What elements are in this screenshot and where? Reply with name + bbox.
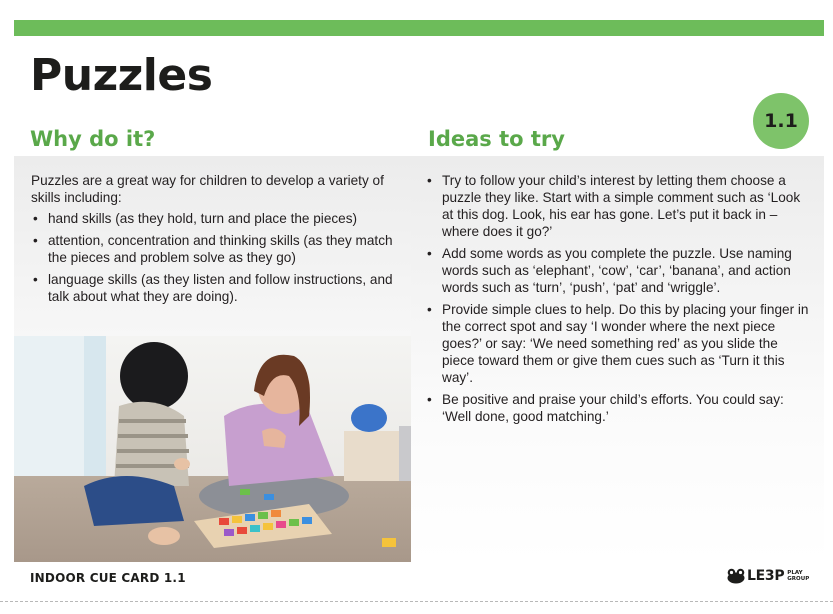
- loose-puzzle-piece: [382, 538, 396, 547]
- storage-box: [344, 431, 399, 481]
- photo-illustration: [14, 336, 411, 562]
- list-item: • Add some words as you complete the puzzle. Use naming words such as ‘elephant’, ‘cow’, ‘car’, ‘banana’, and action words such as ‘turn’, ‘push’, ‘pat’ and ‘wriggle’.: [425, 245, 812, 296]
- logo-subtext: [787, 570, 809, 582]
- footer-card-label: INDOOR CUE CARD 1.1: [30, 571, 186, 585]
- list-item: • hand skills (as they hold, turn and place the pieces): [31, 210, 397, 227]
- why-panel: [14, 156, 411, 336]
- ideas-bullet-list: [425, 172, 812, 425]
- logo-sub-play: PLAY: [787, 570, 803, 576]
- list-item: • language skills (as they listen and follow instructions, and talk about what they are doing).: [31, 271, 397, 305]
- list-item: • Provide simple clues to help. Do this by placing your finger in the correct spot and say ‘I wonder where the next piece goes?’ or say: ‘We need something red’ as you slide the piece toward them or give them cues such as ‘Turn it this way’.: [425, 301, 812, 386]
- why-heading: Why do it?: [30, 127, 156, 151]
- list-item: • attention, concentration and thinking skills (as they match the pieces and problem solve as they go): [31, 232, 397, 266]
- why-intro: Puzzles are a great way for children to develop a variety of skills including:: [31, 173, 384, 205]
- card-number-badge: 1.1: [753, 93, 809, 149]
- ideas-heading: Ideas to try: [428, 127, 565, 151]
- frog-icon: [727, 568, 745, 584]
- logo-wordmark: LE3P: [747, 568, 785, 584]
- cut-line: [0, 601, 833, 602]
- logo-sub-group: GROUP: [787, 576, 810, 582]
- ideas-panel: [411, 156, 824, 562]
- list-item: • Try to follow your child’s interest by letting them choose a puzzle they like. Start with a simple comment such as ‘Look at this dog. Look, his ear has gone. Let’s put it back in – where does it go?’: [425, 172, 812, 240]
- toy-helmet: [351, 404, 387, 432]
- leap-playgroup-logo: [727, 566, 809, 586]
- page-title: Puzzles: [30, 50, 213, 101]
- why-bullet-list: [31, 210, 397, 305]
- top-accent-bar: [14, 20, 824, 36]
- activity-photo: [14, 336, 411, 562]
- list-item: • Be positive and praise your child’s efforts. You could say: ‘Well done, good matching.’: [425, 391, 812, 425]
